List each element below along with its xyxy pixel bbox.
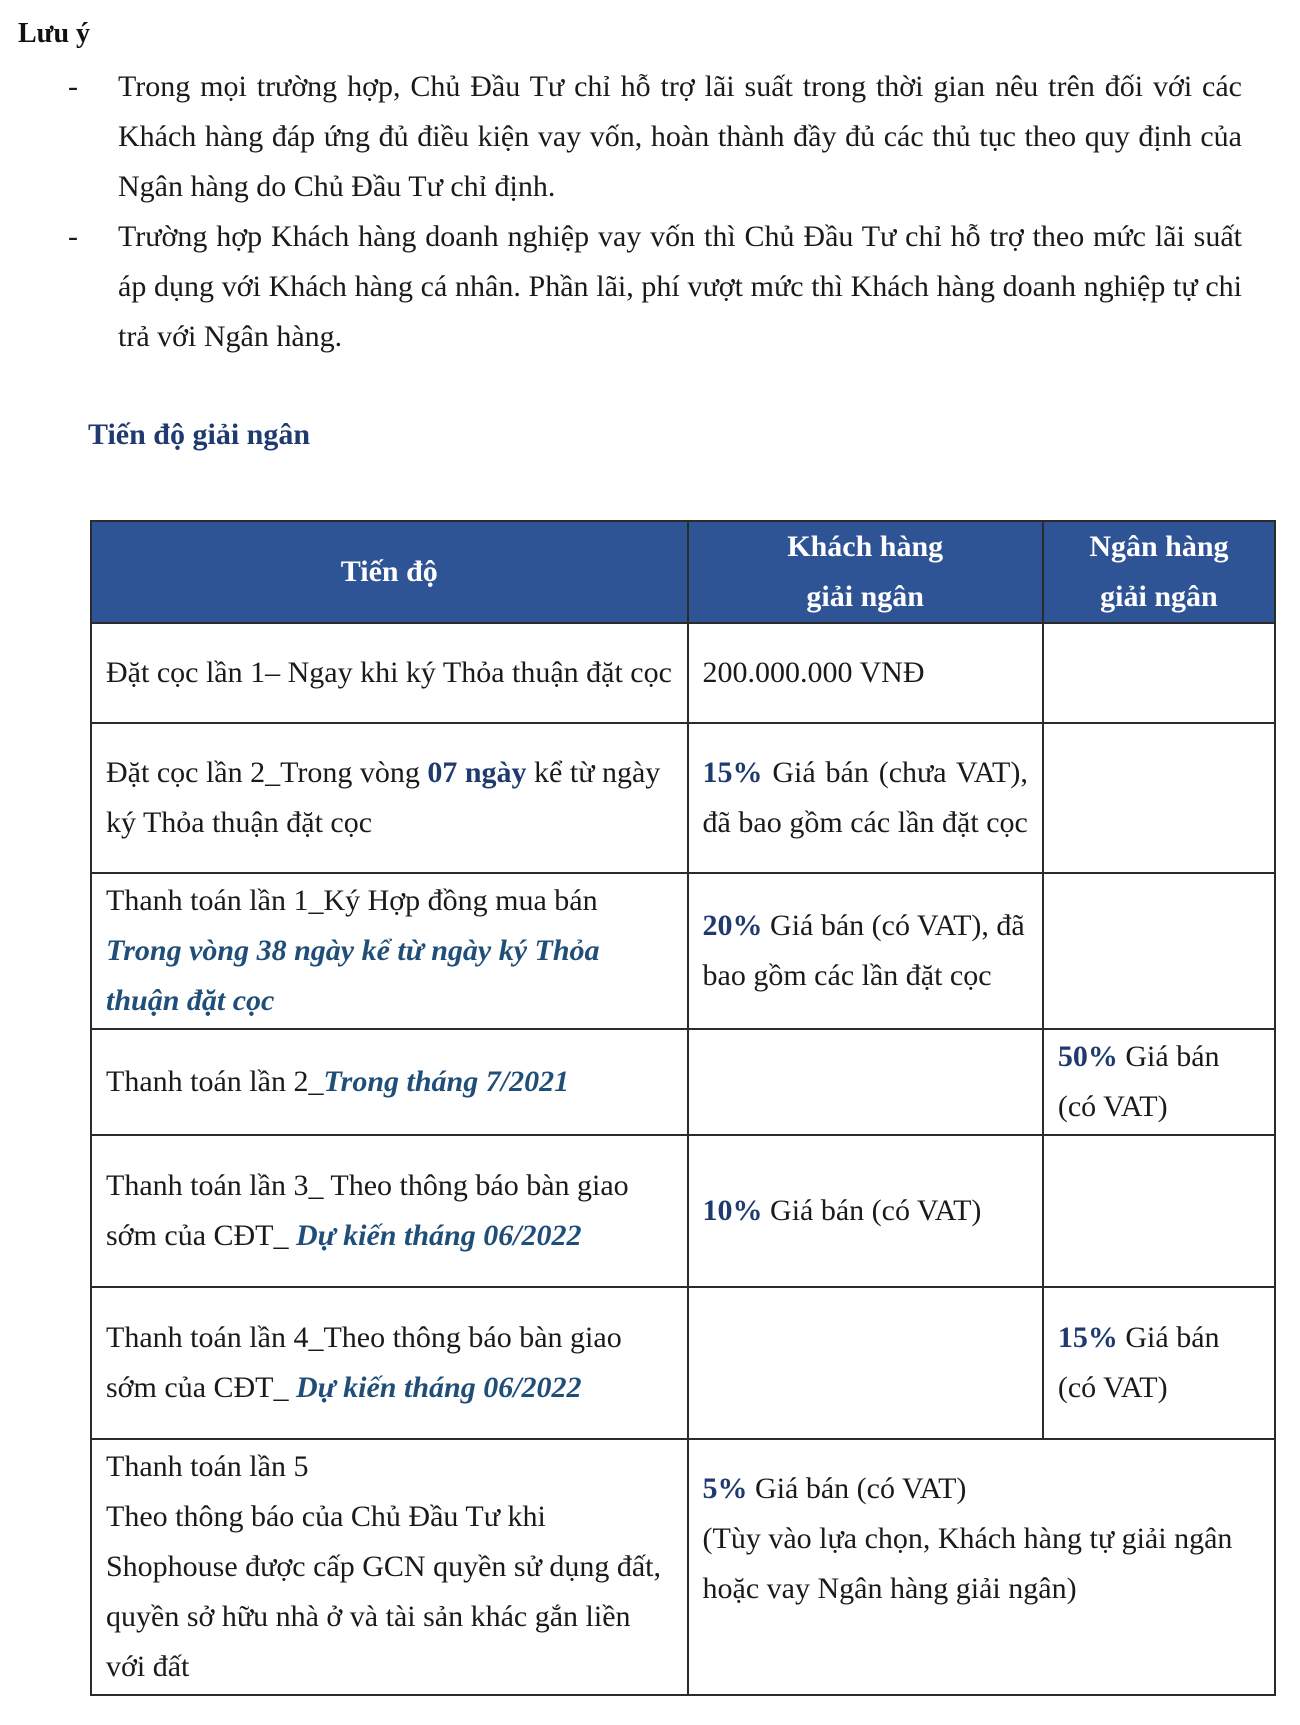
note-text: Trường hợp Khách hàng doanh nghiệp vay vốn thì Chủ Đầu Tư chỉ hỗ trợ theo mức lãi suất áp dụng với Khách hàng cá nhân. Phần lãi, phí vượt mức thì Khách hàng doanh nghiệp tự chi trả với Ngân hàng. (118, 220, 1242, 353)
shared-note: (Tùy vào lựa chọn, Khách hàng tự giải ngân hoặc vay Ngân hàng giải ngân) (702, 1522, 1233, 1605)
customer-percent: 10% (702, 1194, 763, 1227)
customer-amount: 200.000.000 VNĐ (702, 656, 925, 689)
customer-cell (688, 873, 1043, 1029)
note-list (62, 62, 1242, 362)
header-bank-line2: giải ngân (1100, 580, 1218, 613)
stage-text: Đặt cọc lần 1– Ngay khi ký Thỏa thuận đặt cọc (106, 656, 672, 689)
note-item (62, 212, 1242, 362)
header-customer-line1: Khách hàng (787, 530, 944, 563)
bank-cell (1043, 873, 1275, 1029)
customer-cell (688, 1029, 1043, 1135)
stage-text: Thanh toán lần 1_Ký Hợp đồng mua bán (106, 884, 598, 917)
stage-cell (91, 1029, 688, 1135)
bank-cell (1043, 1287, 1275, 1439)
bank-percent: 50% (1057, 1040, 1118, 1073)
stage-text: Theo thông báo của Chủ Đầu Tư khi Shophouse được cấp GCN quyền sử dụng đất, quyền sở hữu nhà ở và tài sản khác gắn liền với đất (106, 1500, 661, 1683)
bank-cell (1043, 1029, 1275, 1135)
note-item (62, 62, 1242, 212)
header-bank-line1: Ngân hàng (1089, 530, 1229, 563)
stage-cell (91, 1287, 688, 1439)
disbursement-table (90, 520, 1276, 1696)
table-row (91, 1135, 1275, 1287)
customer-percent: 20% (702, 909, 763, 942)
customer-cell (688, 1287, 1043, 1439)
customer-text: Giá bán (có VAT) (770, 1194, 982, 1227)
stage-highlight: Trong tháng 7/2021 (323, 1065, 570, 1098)
table-row (91, 1029, 1275, 1135)
table-row (91, 723, 1275, 873)
table-header-row (91, 521, 1275, 623)
bank-text: Giá bán (có VAT) (1057, 1321, 1220, 1404)
shared-line (703, 1464, 1260, 1514)
stage-cell (91, 1439, 688, 1695)
stage-text: Đặt cọc lần 2_Trong vòng (106, 756, 420, 789)
stage-highlight: 07 ngày (427, 756, 527, 789)
table-row (91, 623, 1275, 723)
stage-title: Thanh toán lần 5 (106, 1450, 309, 1483)
note-text: Trong mọi trường hợp, Chủ Đầu Tư chỉ hỗ trợ lãi suất trong thời gian nêu trên đối với các Khách hàng đáp ứng đủ điều kiện vay vốn, hoàn thành đầy đủ các thủ tục theo quy định của Ngân hàng do Chủ Đầu Tư chỉ định. (118, 70, 1242, 203)
stage-text-cont: kể từ ngày ký Thỏa thuận đặt cọc (106, 756, 661, 839)
bank-cell (1043, 723, 1275, 873)
customer-cell (688, 723, 1043, 873)
table-row (91, 1439, 1275, 1695)
stage-highlight: Dự kiến tháng 06/2022 (296, 1371, 582, 1404)
stage-text: Thanh toán lần 4_Theo thông báo bàn giao sớm của CĐT_ (106, 1321, 622, 1404)
table-row (91, 873, 1275, 1029)
header-customer-line2: giải ngân (806, 580, 924, 613)
bullet-dash: - (68, 70, 78, 103)
customer-percent: 15% (702, 756, 763, 789)
customer-cell (688, 1135, 1043, 1287)
header-stage: Tiến độ (91, 521, 688, 623)
customer-text: Giá bán (có VAT), đã bao gồm các lần đặt cọc (702, 909, 1025, 992)
customer-cell (688, 623, 1043, 723)
shared-percent: 5% (702, 1472, 748, 1505)
header-customer (688, 521, 1043, 623)
shared-cell (688, 1439, 1275, 1695)
stage-cell (91, 723, 688, 873)
stage-highlight: Trong vòng 38 ngày kể từ ngày ký Thỏa thuận đặt cọc (106, 934, 600, 1017)
table-row (91, 1287, 1275, 1439)
bank-cell (1043, 1135, 1275, 1287)
shared-text: Giá bán (có VAT) (755, 1472, 967, 1505)
bank-text: Giá bán (có VAT) (1057, 1040, 1220, 1123)
stage-cell (91, 873, 688, 1029)
bank-percent: 15% (1057, 1321, 1118, 1354)
bank-cell (1043, 623, 1275, 723)
stage-text: Thanh toán lần 3_ Theo thông báo bàn giao sớm của CĐT_ (106, 1169, 629, 1252)
stage-highlight: Dự kiến tháng 06/2022 (296, 1219, 582, 1252)
bullet-dash: - (68, 220, 78, 253)
note-title: Lưu ý (18, 18, 91, 49)
section-title: Tiến độ giải ngân (88, 418, 311, 451)
header-bank (1043, 521, 1275, 623)
stage-text: Thanh toán lần 2_ (106, 1065, 324, 1098)
stage-cell (91, 623, 688, 723)
stage-cell (91, 1135, 688, 1287)
customer-text: Giá bán (chưa VAT), đã bao gồm các lần đặt cọc (702, 756, 1028, 839)
